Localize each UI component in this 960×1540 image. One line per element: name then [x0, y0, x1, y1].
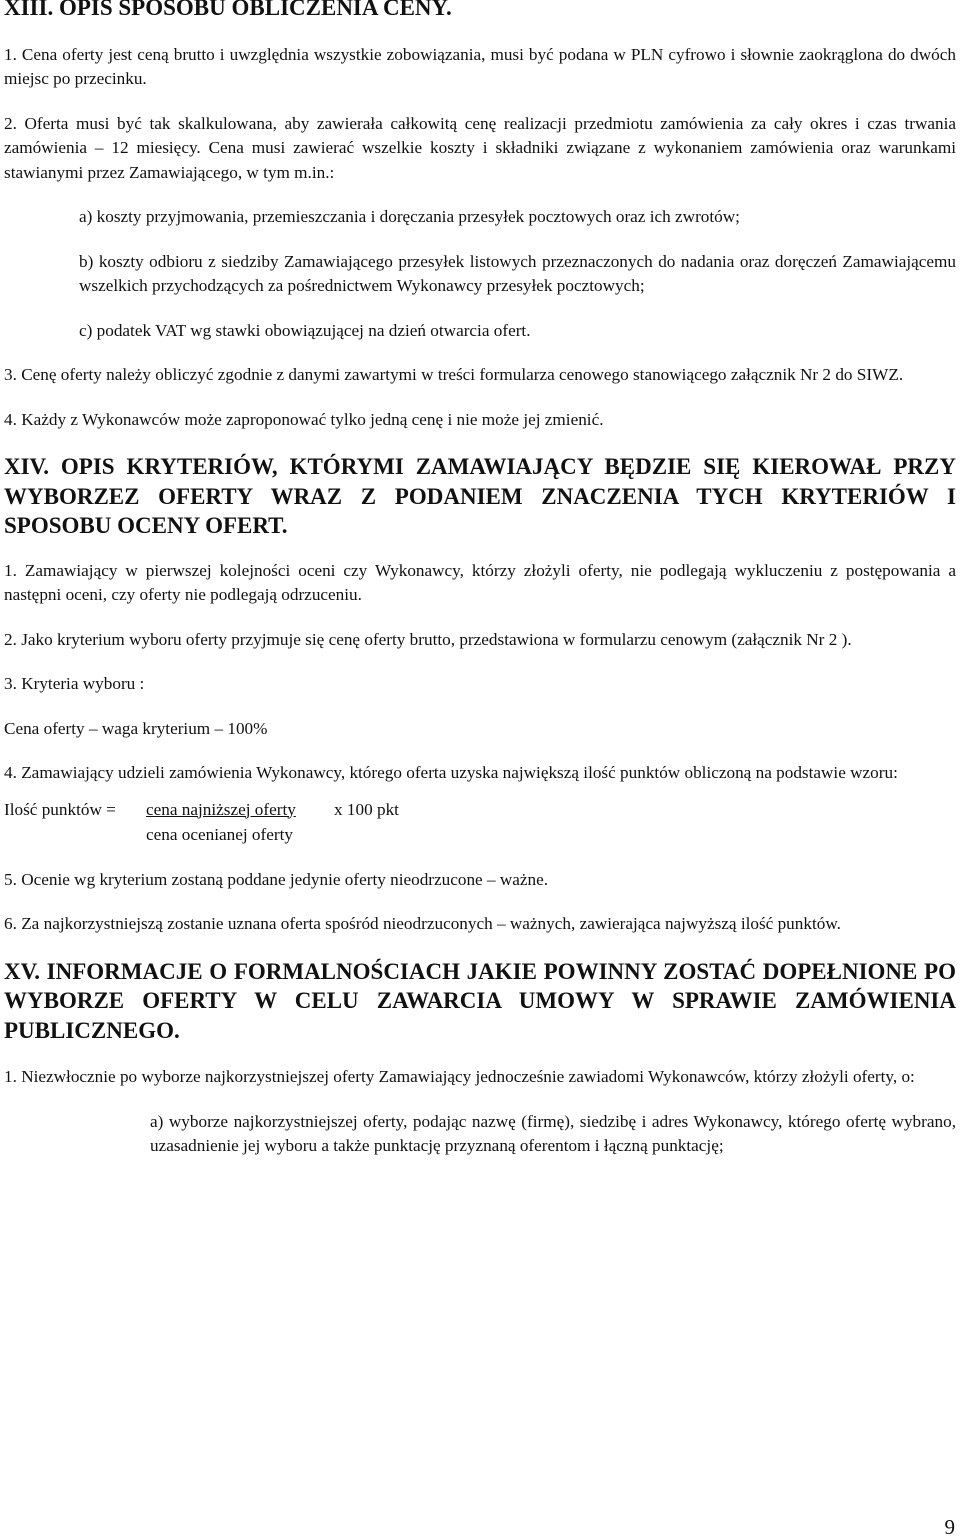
section-13-paragraph-2: 2. Oferta musi być tak skalkulowana, aby zawierała całkowitą cenę realizacji przedmiotu zamówienia za cały okres i czas trwania zamówienia – 12 miesięcy. Cena musi zawierać wszelkie koszty i składniki związane z wykonaniem zamówienia oraz warunkami stawianymi przez Zamawiającego, w tym m.in.:: [4, 113, 956, 182]
section-14-paragraph-6: 6. Za najkorzystniejszą zostanie uznana oferta spośród nieodrzuconych – ważnych, zawierająca najwyższą ilość punktów.: [4, 914, 841, 933]
document-page: [4, 0, 956, 1159]
section-14-paragraph-3: 3. Kryteria wyboru :: [4, 674, 145, 693]
section-13-item-b: b) koszty odbioru z siedziby Zamawiającego przesyłek listowych przeznaczonych do nadania oraz doręczeń Zamawiającemu wszelkich przychodzących za pośrednictwem Wykonawcy przesyłek pocztowych;: [79, 251, 956, 295]
section-15-item-a: a) wyborze najkorzystniejszej oferty, podając nazwę (firmę), siedzibę i adres Wykonawcy, którego ofertę wybrano, uzasadnienie jej wyboru a także punktację przyznaną oferentom i łączną punktację;: [150, 1111, 956, 1155]
formula-denominator: cena ocenianej oferty: [146, 824, 293, 844]
formula-label: Ilość punktów =: [4, 799, 116, 819]
section-14-paragraph-1: 1. Zamawiający w pierwszej kolejności oceni czy Wykonawcy, którzy złożyli oferty, nie podlegają wykluczeniu z postępowania a następni oceni, czy oferty nie podlegają odrzuceniu.: [4, 560, 956, 604]
section-15-heading: XV. INFORMACJE O FORMALNOŚCIACH JAKIE POWINNY ZOSTAĆ DOPEŁNIONE PO WYBORZE OFERTY W CELU ZAWARCIA UMOWY W SPRAWIE ZAMÓWIENIA PUBLICZNEGO.: [4, 958, 956, 1043]
section-14-paragraph-2: 2. Jako kryterium wyboru oferty przyjmuje się cenę oferty brutto, przedstawiona w formularzu cenowym (załącznik Nr 2 ).: [4, 629, 852, 649]
page-number: 9: [944, 1515, 955, 1539]
section-13-paragraph-1: 1. Cena oferty jest ceną brutto i uwzględnia wszystkie zobowiązania, musi być podana w PLN cyfrowo i słownie zaokrąglona do dwóch miejsc po przecinku.: [4, 44, 956, 88]
section-14-paragraph-5: 5. Ocenie wg kryterium zostaną poddane jedynie oferty nieodrzucone – ważne.: [4, 869, 549, 889]
formula-multiplier: x 100 pkt: [334, 799, 399, 819]
formula-numerator: cena najniższej oferty: [146, 799, 296, 819]
section-14-heading: XIV. OPIS KRYTERIÓW, KTÓRYMI ZAMAWIAJĄCY BĘDZIE SIĘ KIEROWAŁ PRZY WYBORZEZ OFERTY WRAZ Z PODANIEM ZNACZENIA TYCH KRYTERIÓW I SPOSOBU OCENY OFERT.: [4, 454, 956, 538]
section-13-item-a: a) koszty przyjmowania, przemieszczania i doręczania przesyłek pocztowych oraz ich zwrotów;: [79, 207, 740, 226]
section-13-paragraph-3: 3. Cenę oferty należy obliczyć zgodnie z danymi zawartymi w treści formularza cenowego stanowiącego załącznik Nr 2 do SIWZ.: [4, 365, 904, 384]
section-15-paragraph-1: 1. Niezwłocznie po wyborze najkorzystniejszej oferty Zamawiający jednocześnie zawiadomi Wykonawców, którzy złożyli oferty, o:: [4, 1067, 915, 1086]
section-13-item-c: c) podatek VAT wg stawki obowiązującej na dzień otwarcia ofert.: [79, 320, 531, 340]
section-14-paragraph-4: 4. Zamawiający udzieli zamówienia Wykonawcy, którego oferta uzyska największą ilość punktów obliczoną na podstawie wzoru:: [4, 763, 898, 782]
criteria-line: Cena oferty – waga kryterium – 100%: [4, 718, 268, 738]
section-13-heading: XIII. OPIS SPOSOBU OBLICZENIA CENY.: [4, 0, 452, 20]
points-formula: [4, 798, 956, 848]
section-13-paragraph-4: 4. Każdy z Wykonawców może zaproponować tylko jedną cenę i nie może jej zmienić.: [4, 409, 604, 429]
